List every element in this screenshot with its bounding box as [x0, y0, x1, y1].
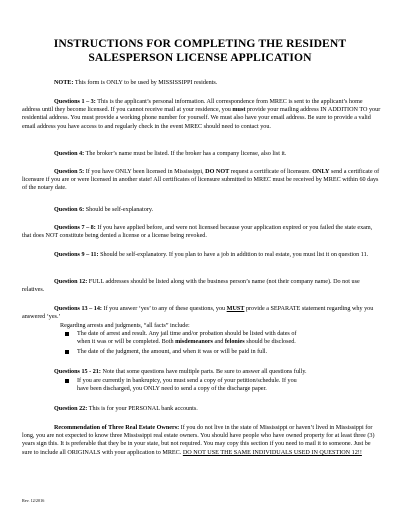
questions-1-3-label: Questions 1 – 3: — [54, 99, 96, 105]
same-individuals-warning: DO NOT USE THE SAME INDIVIDUALS USED IN QUESTION 12!! — [182, 449, 362, 456]
note-paragraph — [22, 79, 382, 87]
question-5-label: Question 5: — [54, 169, 85, 175]
questions-7-8-label: Questions 7 – 8: — [54, 225, 96, 231]
questions-13-14-label: Questions 13 – 14: — [54, 306, 102, 312]
question-12-label: Question 12: — [54, 279, 88, 285]
note-text: This form is ONLY to be used by MISSISSIPPI residents. — [73, 80, 218, 86]
question-6-text: Should be self-explanatory. — [84, 207, 154, 213]
questions-7-8-text: If you have applied before, and were not licensed because your application expired or you failed the state exam, that does NOT constitute being denied a license or a license being revoked. — [22, 225, 373, 240]
question-22-label: Question 22: — [54, 406, 88, 412]
only-emphasis: ONLY — [312, 169, 330, 175]
questions-1-3-text-cont: provide your mailing address IN ADDITION TO your residential address. You must provide a working phone number for yourself. We must also have your email address. Be sure to provide a valid email address you have access to and regularly check in the event MREC should need to contact you. — [22, 107, 381, 130]
must-underlined-emphasis: MUST — [226, 306, 245, 312]
recommendation-text: If you do not live in the state of Mississippi or haven’t lived in Mississippi for long, you are not expected to know three Mississippi real estate owners. You should have people who have owned property for at least three (3) years sign this. It is preferable that they be in your state, but not required. You may copy this section if you need to mail it to someone. Just be sure to include all ORIGINALS with your application to MREC. — [22, 425, 375, 456]
square-bullet-icon — [65, 379, 69, 383]
questions-15-21-label: Questions 15 - 21: — [54, 369, 101, 375]
bullet-arrest-line-1: The date of arrest and result. Any jail time and/or probation should be listed with dates of — [77, 331, 297, 337]
question-12-paragraph — [22, 278, 382, 294]
bullet-arrest-dates — [65, 330, 385, 350]
questions-9-11-paragraph — [22, 251, 382, 259]
questions-1-3-paragraph — [22, 98, 382, 131]
misdemeanors-emphasis: misdemeanors — [175, 339, 213, 346]
question-22-paragraph — [22, 405, 382, 413]
square-bullet-icon — [65, 350, 69, 354]
bullet-judgment — [65, 348, 385, 358]
must-emphasis: must — [232, 107, 246, 114]
questions-9-11-label: Questions 9 – 11: — [54, 252, 99, 258]
bullet-judgment-text: The date of the judgment, the amount, and when it was or will be paid in full. — [77, 349, 268, 355]
questions-7-8-paragraph — [22, 224, 382, 240]
felonies-emphasis: felonies — [224, 339, 245, 346]
bullet-bankruptcy-line-1: If you are currently in bankruptcy, you must send a copy of your petition/schedule. If you — [77, 377, 297, 384]
questions-13-14-paragraph — [22, 305, 382, 321]
question-22-text: This is for your PERSONAL bank accounts. — [87, 406, 198, 412]
bullet-bankruptcy-line-2: have been discharged, you ONLY need to send a copy of the discharge paper. — [77, 385, 267, 392]
revision-date: Rev. 12/2016 — [22, 498, 45, 503]
title-line-2: SALESPERSON LICENSE APPLICATION — [88, 51, 312, 64]
recommendation-label: Recommendation of Three Real Estate Owners: — [54, 425, 180, 431]
question-4-text: The broker’s name must be listed. If the broker has a company license, also list it. — [84, 151, 287, 157]
bullet-arrest-end: should be disclosed. — [244, 339, 296, 346]
questions-13-14-text-2: provide a SEPARATE statement regarding why you answered ‘yes.’ — [22, 306, 374, 321]
question-4-label: Question 4: — [54, 151, 85, 157]
bullet-bankruptcy — [65, 377, 385, 397]
questions-15-21-text: Note that some questions have multiple parts. Be sure to answer all questions fully. — [100, 369, 307, 375]
title-line-1: INSTRUCTIONS FOR COMPLETING THE RESIDENT — [53, 37, 347, 50]
questions-9-11-text: Should be self-explanatory. If you plan to have a job in addition to real estate, you must list it on question 11. — [98, 252, 369, 258]
arrests-subheading: Regarding arrests and judgments, “all facts” include: — [60, 323, 190, 329]
question-4-paragraph — [22, 150, 382, 158]
questions-15-21-paragraph — [22, 368, 382, 376]
questions-13-14-text: If you answer ‘yes’ to any of these questions, you — [101, 306, 227, 312]
bullet-arrest-line-2 — [77, 338, 296, 346]
question-12-text: FULL addresses should be listed along with the business person’s name (not their company name). Do not use relatives. — [22, 279, 360, 294]
question-5-paragraph — [22, 168, 382, 193]
do-not-emphasis: DO NOT — [205, 169, 230, 175]
square-bullet-icon — [65, 332, 69, 336]
question-5-text-3: send a certificate of licensure if you are or were licensed in another state! All certificates of licensure submitted to MREC must be received by MREC within 60 days of the notary date. — [22, 169, 380, 192]
bullet-arrest-text: when it was or will be completed. Both — [77, 339, 176, 346]
questions-1-3-text: This is the applicant’s personal information. All correspondence from MREC is sent to the applicant’s home address until they become licensed. If you cannot receive mail at your residence, you — [22, 99, 363, 114]
question-6-label: Question 6: — [54, 207, 85, 213]
question-5-text: If you have ONLY been licensed in Mississippi, — [84, 169, 206, 175]
question-6-paragraph — [22, 206, 382, 214]
note-label: NOTE: — [54, 80, 74, 86]
bullet-arrest-and: and — [212, 339, 225, 346]
recommendation-paragraph — [22, 424, 382, 457]
question-5-text-2: request a certificate of licensure. — [229, 169, 313, 175]
